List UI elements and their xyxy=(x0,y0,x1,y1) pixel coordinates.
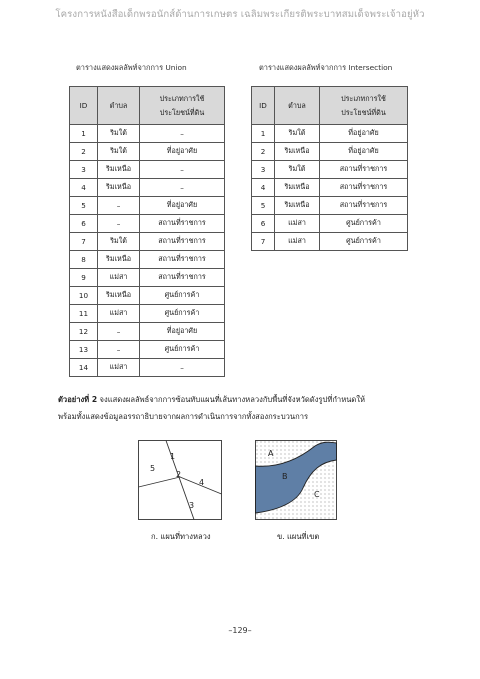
cell-tambon: ริมเหนือ xyxy=(98,161,140,179)
table-row xyxy=(70,305,225,323)
example-instruction-line2: พร้อมทั้งแสดงข้อมูลอรรถาธิบายจากผลการดำเนินการจากทั้งสองกระบวนการ xyxy=(58,412,309,421)
cell-tambon: แม่สา xyxy=(275,233,320,251)
cell-id: 2 xyxy=(252,143,275,161)
cell-land-use: ที่อยู่อาศัย xyxy=(140,323,225,341)
zone-label-c: C xyxy=(314,490,320,499)
cell-land-use: ศูนย์การค้า xyxy=(140,341,225,359)
table-row xyxy=(70,269,225,287)
intersection-table-caption: ตารางแสดงผลลัพท์จากการ Intersection xyxy=(259,63,393,72)
cell-id: 7 xyxy=(70,233,98,251)
table-row xyxy=(70,161,225,179)
example-instruction-line1 xyxy=(58,391,434,408)
cell-tambon: ริมเหนือ xyxy=(98,251,140,269)
highway-label-4: 4 xyxy=(199,478,205,487)
cell-id: 5 xyxy=(70,197,98,215)
zone-map-caption: ข. แผนที่เขต xyxy=(277,532,320,541)
table-row xyxy=(252,161,408,179)
cell-land-use: สถานที่ราชการ xyxy=(320,197,408,215)
intersection-table-body xyxy=(252,125,408,251)
cell-land-use: ที่อยู่อาศัย xyxy=(140,143,225,161)
table-row xyxy=(70,287,225,305)
table-row xyxy=(70,179,225,197)
cell-id: 11 xyxy=(70,305,98,323)
cell-id: 7 xyxy=(252,233,275,251)
cell-land-use: สถานที่ราชการ xyxy=(140,233,225,251)
cell-id: 3 xyxy=(252,161,275,179)
column-header-id: ID xyxy=(70,87,98,125)
example-instruction-text: จงแสดงผลลัพธ์จากการซ้อนทับแผนที่เส้นทางหลวงกับพื้นที่จังหวัดดังรูปที่กำหนดให้ xyxy=(97,395,366,404)
union-table-caption: ตารางแสดงผลลัพท์จากการ Union xyxy=(76,63,187,72)
column-header-land-use xyxy=(140,87,225,125)
table-row xyxy=(70,341,225,359)
cell-id: 13 xyxy=(70,341,98,359)
table-row xyxy=(252,143,408,161)
table-row xyxy=(70,323,225,341)
example-label: ตัวอย่างที่ 2 xyxy=(58,395,98,404)
cell-id: 3 xyxy=(70,161,98,179)
cell-tambon: ริมใต้ xyxy=(98,143,140,161)
table-row xyxy=(70,233,225,251)
cell-land-use: – xyxy=(140,179,225,197)
table-row xyxy=(252,233,408,251)
cell-land-use: สถานที่ราชการ xyxy=(140,215,225,233)
highway-map-caption: ก. แผนที่ทางหลวง xyxy=(151,532,211,541)
table-row xyxy=(252,125,408,143)
cell-id: 6 xyxy=(252,215,275,233)
land-use-header-line2: ประโยชน์ที่ดิน xyxy=(341,107,386,117)
zone-label-b: B xyxy=(282,472,288,481)
cell-tambon: ริมเหนือ xyxy=(98,287,140,305)
cell-land-use: ศูนย์การค้า xyxy=(140,305,225,323)
table-row xyxy=(70,215,225,233)
cell-tambon: ริมเหนือ xyxy=(275,143,320,161)
table-row xyxy=(70,125,225,143)
highway-label-5: 5 xyxy=(150,464,156,473)
column-header-land-use xyxy=(320,87,408,125)
column-header-id: ID xyxy=(252,87,275,125)
cell-tambon: – xyxy=(98,215,140,233)
highway-label-1: 1 xyxy=(170,452,176,461)
cell-land-use: – xyxy=(140,125,225,143)
table-row xyxy=(70,359,225,377)
cell-tambon: ริมเหนือ xyxy=(98,179,140,197)
cell-tambon: ริมใต้ xyxy=(98,233,140,251)
cell-tambon: – xyxy=(98,323,140,341)
cell-id: 6 xyxy=(70,215,98,233)
cell-land-use: สถานที่ราชการ xyxy=(320,161,408,179)
cell-tambon: แม่สา xyxy=(98,305,140,323)
table-row xyxy=(252,215,408,233)
cell-tambon: ริมใต้ xyxy=(98,125,140,143)
union-table-body xyxy=(70,125,225,377)
intersection-table xyxy=(251,86,408,251)
union-table-header-row xyxy=(70,87,225,125)
cell-id: 10 xyxy=(70,287,98,305)
zone-label-a: A xyxy=(268,449,274,458)
cell-id: 12 xyxy=(70,323,98,341)
cell-tambon: ริมใต้ xyxy=(275,161,320,179)
table-row xyxy=(70,251,225,269)
table-row xyxy=(70,197,225,215)
cell-tambon: ริมเหนือ xyxy=(275,179,320,197)
column-header-tambon: ตำบล xyxy=(275,87,320,125)
table-row xyxy=(70,143,225,161)
cell-land-use: สถานที่ราชการ xyxy=(140,251,225,269)
cell-tambon: – xyxy=(98,197,140,215)
land-use-header-line1: ประเภทการใช้ xyxy=(341,93,386,103)
table-row xyxy=(252,179,408,197)
cell-tambon: แม่สา xyxy=(98,359,140,377)
cell-land-use: ที่อยู่อาศัย xyxy=(320,125,408,143)
land-use-header-line1: ประเภทการใช้ xyxy=(159,93,205,103)
cell-land-use: ศูนย์การค้า xyxy=(320,215,408,233)
page-number: –129– xyxy=(228,626,252,635)
column-header-tambon: ตำบล xyxy=(98,87,140,125)
cell-land-use: สถานที่ราชการ xyxy=(140,269,225,287)
highway-label-2: 2 xyxy=(176,470,182,479)
cell-tambon: – xyxy=(98,341,140,359)
cell-land-use: – xyxy=(140,161,225,179)
zone-map xyxy=(255,440,337,520)
cell-id: 4 xyxy=(70,179,98,197)
cell-id: 14 xyxy=(70,359,98,377)
cell-id: 9 xyxy=(70,269,98,287)
cell-land-use: ที่อยู่อาศัย xyxy=(320,143,408,161)
cell-tambon: แม่สา xyxy=(275,215,320,233)
cell-id: 1 xyxy=(252,125,275,143)
cell-id: 4 xyxy=(252,179,275,197)
intersection-table-header-row xyxy=(252,87,408,125)
cell-land-use: สถานที่ราชการ xyxy=(320,179,408,197)
cell-land-use: – xyxy=(140,359,225,377)
cell-tambon: แม่สา xyxy=(98,269,140,287)
cell-id: 2 xyxy=(70,143,98,161)
cell-id: 5 xyxy=(252,197,275,215)
cell-tambon: ริมใต้ xyxy=(275,125,320,143)
cell-land-use: ที่อยู่อาศัย xyxy=(140,197,225,215)
cell-id: 1 xyxy=(70,125,98,143)
land-use-header-line2: ประโยชน์ที่ดิน xyxy=(159,107,205,117)
cell-land-use: ศูนย์การค้า xyxy=(140,287,225,305)
highway-map xyxy=(138,440,222,520)
union-table xyxy=(69,86,225,377)
running-header: โครงการหนังสือเด็กพรอนักส์ด้านการเกษตร เฉลิมพระเกียรติพระบาทสมเด็จพระเจ้าอยู่หัว xyxy=(55,9,425,20)
cell-tambon: ริมเหนือ xyxy=(275,197,320,215)
cell-id: 8 xyxy=(70,251,98,269)
cell-land-use: ศูนย์การค้า xyxy=(320,233,408,251)
highway-label-3: 3 xyxy=(189,501,195,510)
table-row xyxy=(252,197,408,215)
